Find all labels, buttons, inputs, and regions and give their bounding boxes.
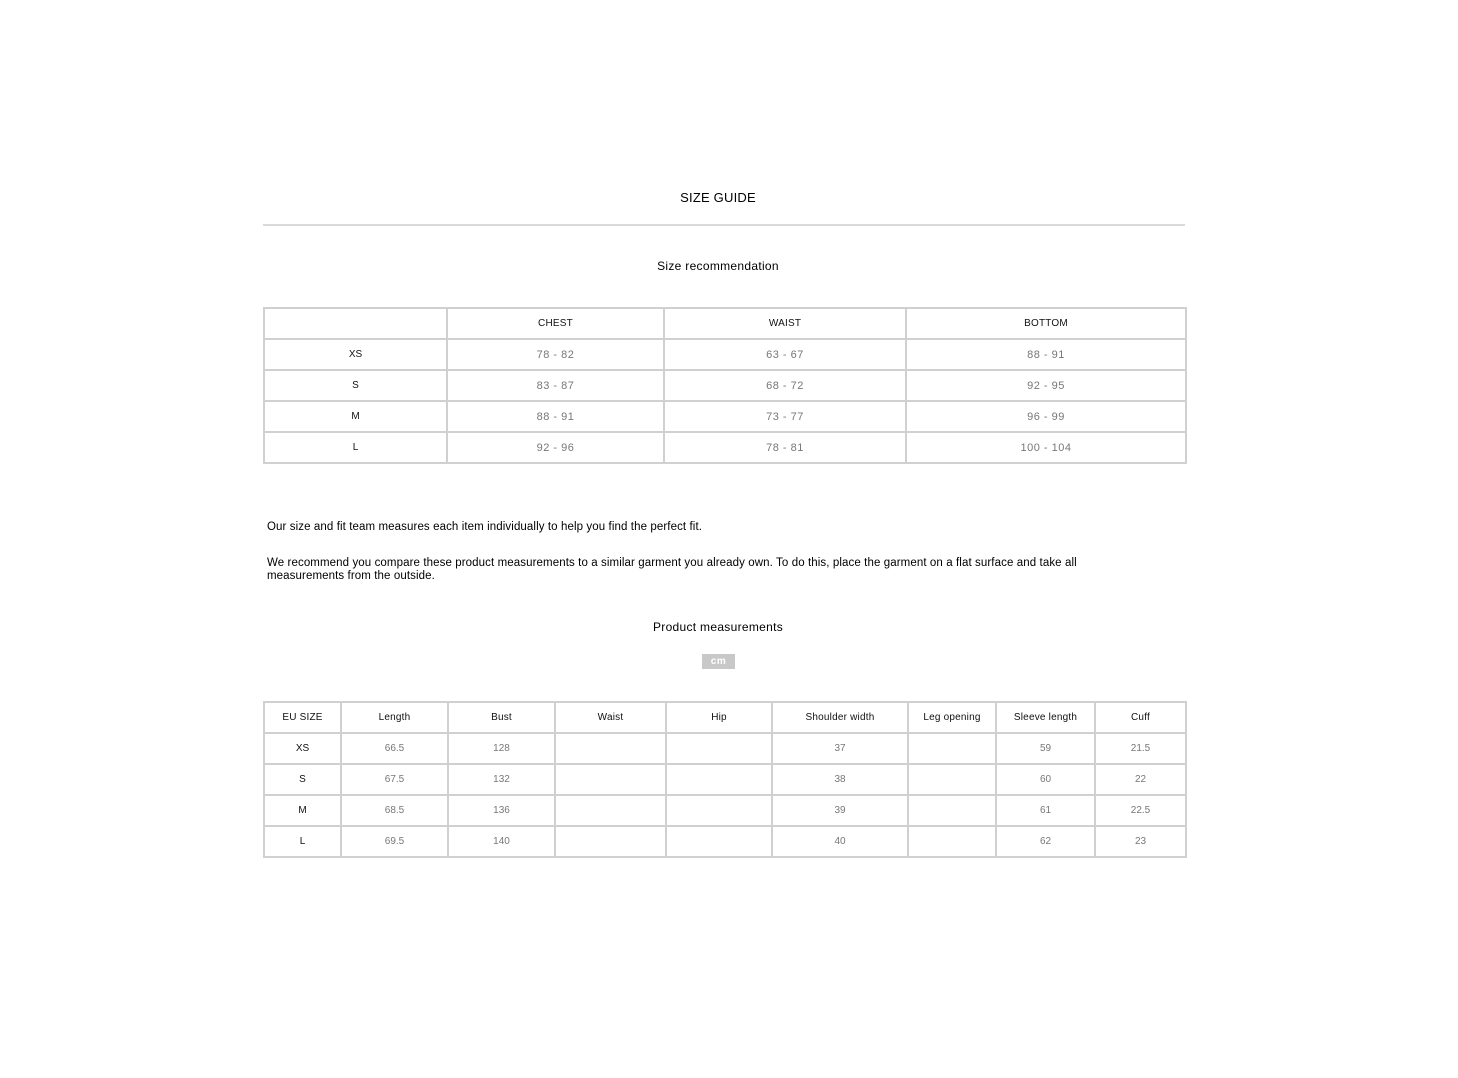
size-cell: XS: [264, 339, 447, 370]
waist-cell: 68 - 72: [664, 370, 906, 401]
leg-opening-cell: [908, 733, 996, 764]
sleeve-length-cell: 60: [996, 764, 1095, 795]
column-header-sleeve-length: Sleeve length: [996, 702, 1095, 733]
measurement-advice-paragraph: We recommend you compare these product measurements to a similar garment you already own. To do this, place the garment on a flat surface and take all measurements from the outside.: [267, 557, 1077, 582]
length-cell: 66.5: [341, 733, 448, 764]
bottom-cell: 92 - 95: [906, 370, 1186, 401]
column-header-hip: Hip: [666, 702, 772, 733]
size-cell: L: [264, 432, 447, 463]
fit-team-paragraph: Our size and fit team measures each item individually to help you find the perfect fit.: [267, 521, 703, 533]
shoulder-width-cell: 39: [772, 795, 908, 826]
chest-cell: 88 - 91: [447, 401, 664, 432]
eu-size-cell: XS: [264, 733, 341, 764]
column-header-length: Length: [341, 702, 448, 733]
hip-cell: [666, 795, 772, 826]
table-row: [264, 764, 1186, 795]
bottom-cell: 96 - 99: [906, 401, 1186, 432]
bust-cell: 136: [448, 795, 555, 826]
table-row: [264, 339, 1186, 370]
leg-opening-cell: [908, 795, 996, 826]
title-divider: [263, 224, 1185, 226]
unit-toggle-cm[interactable]: cm: [702, 654, 735, 669]
table-header-row: [264, 308, 1186, 339]
eu-size-cell: M: [264, 795, 341, 826]
table-row: [264, 401, 1186, 432]
shoulder-width-cell: 37: [772, 733, 908, 764]
size-cell: S: [264, 370, 447, 401]
chest-cell: 83 - 87: [447, 370, 664, 401]
table-header-row: [264, 702, 1186, 733]
column-header-chest: CHEST: [447, 308, 664, 339]
column-header-bottom: BOTTOM: [906, 308, 1186, 339]
column-header-size: [264, 308, 447, 339]
bottom-cell: 100 - 104: [906, 432, 1186, 463]
table-row: [264, 432, 1186, 463]
column-header-waist: Waist: [555, 702, 666, 733]
bust-cell: 140: [448, 826, 555, 857]
leg-opening-cell: [908, 764, 996, 795]
eu-size-cell: L: [264, 826, 341, 857]
column-header-cuff: Cuff: [1095, 702, 1186, 733]
waist-cell: [555, 764, 666, 795]
cuff-cell: 23: [1095, 826, 1186, 857]
bottom-cell: 88 - 91: [906, 339, 1186, 370]
cuff-cell: 22.5: [1095, 795, 1186, 826]
waist-cell: [555, 795, 666, 826]
hip-cell: [666, 826, 772, 857]
chest-cell: 78 - 82: [447, 339, 664, 370]
waist-cell: 63 - 67: [664, 339, 906, 370]
sleeve-length-cell: 59: [996, 733, 1095, 764]
size-cell: M: [264, 401, 447, 432]
waist-cell: [555, 733, 666, 764]
shoulder-width-cell: 40: [772, 826, 908, 857]
product-measurements-table: [263, 701, 1187, 858]
table-row: [264, 370, 1186, 401]
length-cell: 68.5: [341, 795, 448, 826]
page-title: SIZE GUIDE: [680, 190, 756, 205]
cuff-cell: 22: [1095, 764, 1186, 795]
length-cell: 67.5: [341, 764, 448, 795]
length-cell: 69.5: [341, 826, 448, 857]
column-header-shoulder-width: Shoulder width: [772, 702, 908, 733]
cuff-cell: 21.5: [1095, 733, 1186, 764]
hip-cell: [666, 764, 772, 795]
column-header-bust: Bust: [448, 702, 555, 733]
waist-cell: 73 - 77: [664, 401, 906, 432]
eu-size-cell: S: [264, 764, 341, 795]
table-row: [264, 795, 1186, 826]
column-header-eu-size: EU SIZE: [264, 702, 341, 733]
product-measurements-heading: Product measurements: [652, 620, 784, 634]
sleeve-length-cell: 62: [996, 826, 1095, 857]
sleeve-length-cell: 61: [996, 795, 1095, 826]
bust-cell: 128: [448, 733, 555, 764]
bust-cell: 132: [448, 764, 555, 795]
size-recommendation-table: [263, 307, 1187, 464]
waist-cell: 78 - 81: [664, 432, 906, 463]
size-recommendation-heading: Size recommendation: [657, 259, 779, 273]
shoulder-width-cell: 38: [772, 764, 908, 795]
column-header-waist: WAIST: [664, 308, 906, 339]
table-row: [264, 826, 1186, 857]
hip-cell: [666, 733, 772, 764]
chest-cell: 92 - 96: [447, 432, 664, 463]
table-row: [264, 733, 1186, 764]
leg-opening-cell: [908, 826, 996, 857]
column-header-leg-opening: Leg opening: [908, 702, 996, 733]
waist-cell: [555, 826, 666, 857]
